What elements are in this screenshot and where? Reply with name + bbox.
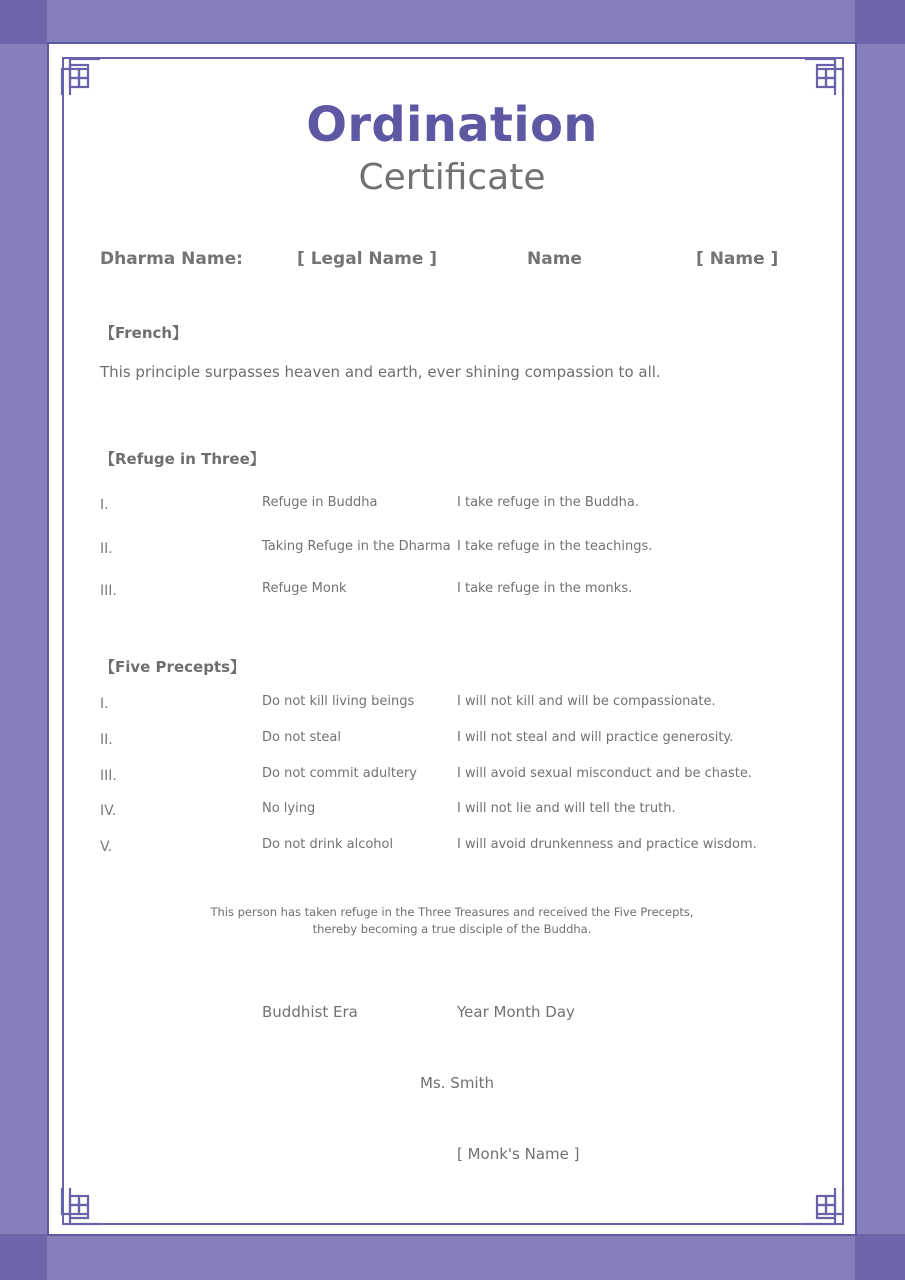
precept-name: Do not drink alcohol [262,837,394,852]
buddhist-era-label: Buddhist Era [262,1003,358,1021]
list-numeral: II. [100,541,113,557]
precept-name: Do not steal [262,730,341,745]
preceptor-name: Ms. Smith [420,1074,494,1092]
declaration-body: This person has taken refuge in the Three Treasures and received the Five Precepts, thereby becoming a true disciple of the Buddha. [210,905,694,936]
section-heading-refuge: 【Refuge in Three】 [100,450,265,468]
list-numeral: V. [100,839,113,855]
certificate-page [47,42,857,1236]
background-corner [855,1234,905,1280]
list-numeral: I. [100,497,109,513]
refuge-name: Refuge in Buddha [262,495,378,510]
refuge-vow: I take refuge in the monks. [457,581,633,596]
refuge-name: Taking Refuge in the Dharma [262,539,451,554]
precept-vow: I will avoid drunkenness and practice wisdom. [457,837,757,852]
french-verse: This principle surpasses heaven and earth, ever shining compassion to all. [100,363,661,381]
legal-name-field[interactable]: [ Legal Name ] [297,249,438,269]
precept-vow: I will not kill and will be compassionate. [457,694,716,709]
precept-name: No lying [262,801,316,816]
dharma-name-label: Dharma Name: [100,249,243,269]
list-numeral: I. [100,696,109,712]
precept-name: Do not kill living beings [262,694,415,709]
background-corner [855,0,905,44]
refuge-vow: I take refuge in the teachings. [457,539,653,554]
inner-frame [62,57,844,1225]
precept-vow: I will not steal and will practice generosity. [457,730,734,745]
list-numeral: II. [100,732,113,748]
section-heading-precepts: 【Five Precepts】 [100,658,246,676]
monk-name-field[interactable]: [ Monk's Name ] [457,1145,580,1163]
background-corner [0,0,47,44]
refuge-vow: I take refuge in the Buddha. [457,495,639,510]
endless-knot-icon [805,1188,845,1228]
list-numeral: IV. [100,803,117,819]
certificate-subtitle: Certificate [358,157,546,198]
endless-knot-icon [60,1188,100,1228]
name-field[interactable]: [ Name ] [696,249,779,269]
declaration-text [49,904,855,938]
refuge-name: Refuge Monk [262,581,347,596]
background-corner [0,1234,47,1280]
list-numeral: III. [100,583,117,599]
endless-knot-icon [805,55,845,95]
date-field[interactable]: Year Month Day [457,1003,575,1021]
section-heading-french: 【French】 [100,324,188,342]
certificate-title: Ordination [306,97,598,153]
name-label: Name [527,249,582,269]
precept-vow: I will not lie and will tell the truth. [457,801,676,816]
endless-knot-icon [60,55,100,95]
list-numeral: III. [100,768,117,784]
precept-name: Do not commit adultery [262,766,417,781]
precept-vow: I will avoid sexual misconduct and be chaste. [457,766,752,781]
